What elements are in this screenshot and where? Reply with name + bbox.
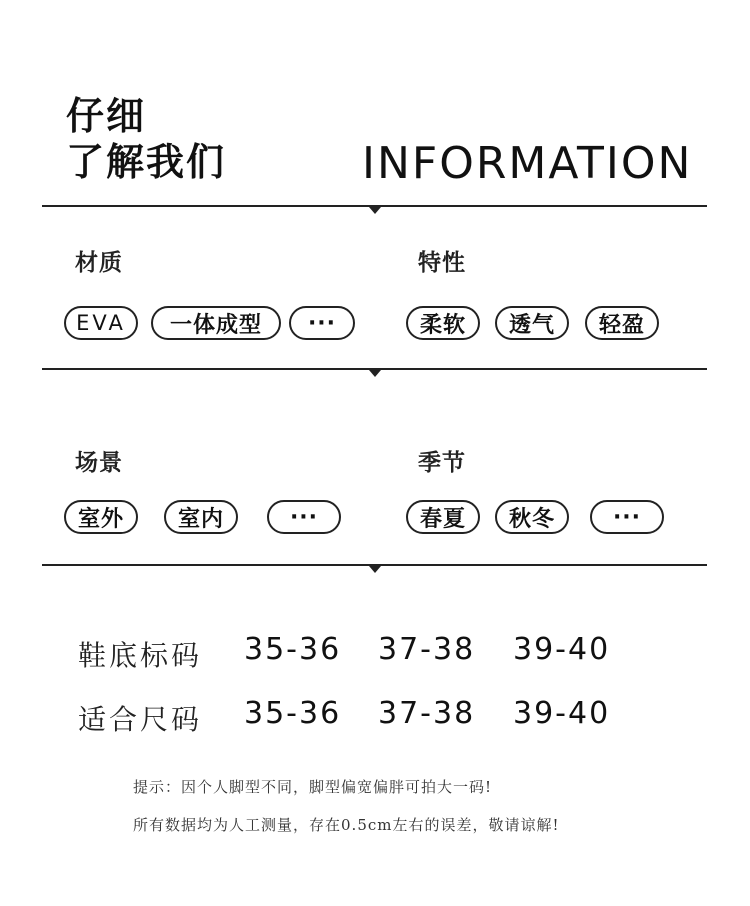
fit-size-value-2: 37-38 <box>378 696 476 731</box>
fit-size-value-3: 39-40 <box>513 696 611 731</box>
title-english: INFORMATION <box>362 138 693 189</box>
pill-season-1: 春夏 <box>406 500 480 534</box>
fit-size-label: 适合尺码 <box>78 703 203 736</box>
sole-size-value-1: 35-36 <box>244 632 342 667</box>
note-line-2: 所有数据均为人工测量，存在0.5cm左右的误差，敬请谅解! <box>133 816 560 834</box>
material-label: 材质 <box>75 250 123 276</box>
pill-scene-1: 室外 <box>64 500 138 534</box>
pill-scene-3: ··· <box>267 500 341 534</box>
pill-material-2: 一体成型 <box>151 306 281 340</box>
season-label: 季节 <box>418 450 466 476</box>
pill-season-2: 秋冬 <box>495 500 569 534</box>
pill-season-3: ··· <box>590 500 664 534</box>
pill-feature-2: 透气 <box>495 306 569 340</box>
title-line-1: 仔细 <box>66 94 147 138</box>
sole-size-value-3: 39-40 <box>513 632 611 667</box>
sole-size-label: 鞋底标码 <box>78 639 203 672</box>
feature-label: 特性 <box>418 250 466 276</box>
sole-size-value-2: 37-38 <box>378 632 476 667</box>
divider-3-arrow-icon <box>369 566 381 573</box>
scene-label: 场景 <box>75 450 123 476</box>
divider-2-arrow-icon <box>369 370 381 377</box>
pill-feature-1: 柔软 <box>406 306 480 340</box>
title-line-2: 了解我们 <box>66 140 227 184</box>
note-line-1: 提示：因个人脚型不同，脚型偏宽偏胖可拍大一码! <box>133 778 493 796</box>
pill-feature-3: 轻盈 <box>585 306 659 340</box>
fit-size-value-1: 35-36 <box>244 696 342 731</box>
pill-material-3: ··· <box>289 306 355 340</box>
pill-scene-2: 室内 <box>164 500 238 534</box>
divider-1-arrow-icon <box>369 207 381 214</box>
pill-material-1: EVA <box>64 306 138 340</box>
